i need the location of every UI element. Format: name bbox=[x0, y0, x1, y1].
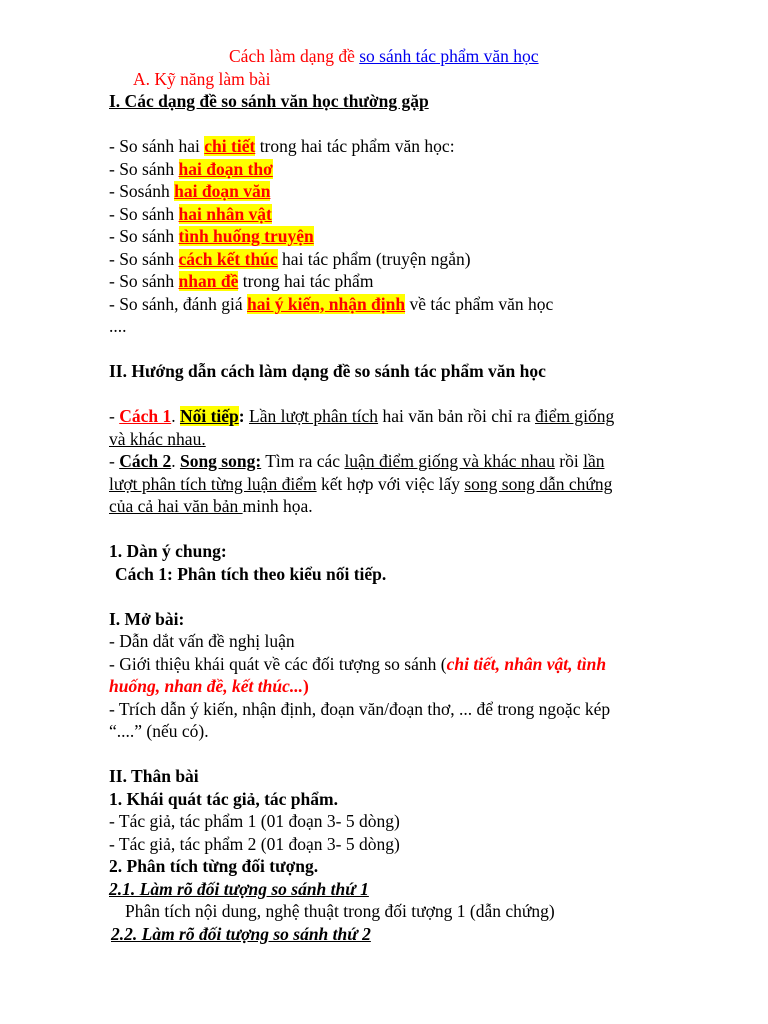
item-text: - Sosánh bbox=[109, 181, 175, 201]
way2-paragraph bbox=[109, 450, 714, 473]
dot: . bbox=[171, 451, 180, 471]
intro-line bbox=[109, 675, 714, 698]
spacer bbox=[109, 383, 714, 406]
item-highlight: tình huống truyện bbox=[178, 226, 314, 246]
underlined-text: lần bbox=[583, 451, 605, 471]
item-text: trong hai tác phẩm văn học: bbox=[255, 136, 455, 156]
outline-heading: 1. Dàn ý chung: bbox=[109, 541, 227, 561]
way2-label: Cách 2 bbox=[119, 451, 172, 471]
way2-name: Song song: bbox=[179, 451, 262, 471]
title-link[interactable]: so sánh tác phẩm văn học bbox=[359, 46, 539, 66]
section2-heading: II. Hướng dẫn cách làm dạng đề so sánh tác phẩm văn học bbox=[109, 361, 546, 381]
text: rồi bbox=[554, 451, 584, 471]
outline-way-text: : Phân tích theo kiểu nối tiếp. bbox=[167, 563, 387, 584]
title-prefix: Cách làm dạng đề bbox=[229, 46, 360, 66]
way1-name: Nối tiếp bbox=[179, 406, 239, 426]
dash: - bbox=[109, 451, 120, 471]
body-line: - Tác giả, tác phẩm 1 (01 đoạn 3- 5 dòng) bbox=[109, 811, 400, 831]
red-text: ) bbox=[303, 676, 309, 696]
section1-heading: I. Các dạng đề so sánh văn học thường gặp bbox=[109, 91, 429, 111]
intro-line bbox=[109, 653, 714, 676]
body-sub2: 2. Phân tích từng đối tượng. bbox=[109, 856, 319, 876]
way1-label: Cách 1 bbox=[119, 406, 172, 426]
spacer bbox=[109, 743, 714, 766]
underlined-text: điểm giống bbox=[535, 406, 615, 426]
way1-paragraph-cont bbox=[109, 428, 714, 451]
underlined-text: luận điểm giống và khác nhau bbox=[344, 451, 555, 471]
intro-heading: I. Mở bài: bbox=[109, 608, 185, 629]
body-sub21: 2.1. Làm rõ đối tượng so sánh thứ 1 bbox=[109, 878, 369, 899]
list-item bbox=[109, 180, 714, 203]
red-italic-text: chi tiết, nhân vật, tình bbox=[446, 653, 607, 674]
list-item bbox=[109, 203, 714, 226]
item-highlight: cách kết thúc bbox=[178, 248, 278, 269]
underlined-text: lượt phân tích từng luận điểm bbox=[109, 473, 317, 494]
way2-paragraph-cont bbox=[109, 495, 714, 518]
item-highlight: nhan đề bbox=[178, 271, 239, 291]
item-highlight: hai ý kiến, nhận định bbox=[247, 293, 406, 314]
list-item bbox=[109, 158, 714, 181]
spacer bbox=[109, 585, 714, 608]
item-text: - So sánh hai bbox=[109, 136, 205, 156]
item-text: hai tác phẩm (truyện ngắn) bbox=[277, 248, 471, 269]
body-heading: II. Thân bài bbox=[109, 766, 199, 786]
underlined-text: Lần lượt phân tích bbox=[249, 406, 379, 426]
item-text: trong hai tác phẩm bbox=[238, 271, 374, 291]
way1-paragraph bbox=[109, 405, 714, 428]
item-highlight: hai đoạn văn bbox=[174, 181, 271, 201]
text: Tìm ra các bbox=[261, 451, 345, 471]
underlined-text: song song dẫn chứng bbox=[464, 473, 613, 494]
item-text: - So sánh bbox=[109, 203, 179, 224]
outline-way bbox=[109, 563, 714, 586]
text: - Giới thiệu khái quát về các đối tượng so sánh ( bbox=[109, 653, 447, 674]
body-sub22: 2.2. Làm rõ đối tượng so sánh thứ 2 bbox=[111, 923, 371, 944]
item-highlight: hai nhân vật bbox=[178, 203, 272, 224]
body-sub22-wrap bbox=[109, 923, 714, 946]
underlined-text: và khác nhau. bbox=[109, 428, 206, 449]
underlined-text: của cả hai văn bản bbox=[109, 496, 243, 516]
outline-way-label: Cách 1 bbox=[115, 563, 168, 584]
list-item bbox=[109, 225, 714, 248]
intro-line: - Dẫn dắt vấn đề nghị luận bbox=[109, 631, 295, 651]
document-title bbox=[109, 45, 714, 68]
spacer bbox=[109, 518, 714, 541]
text: hai văn bản rồi chỉ ra bbox=[378, 406, 536, 426]
item-highlight: hai đoạn thơ bbox=[178, 158, 273, 179]
item-text: - So sánh bbox=[109, 271, 179, 291]
list-ellipsis: .... bbox=[109, 316, 127, 336]
item-text: về tác phẩm văn học bbox=[405, 293, 554, 314]
list-item bbox=[109, 248, 714, 271]
red-italic-text: huống, nhan đề, kết thúc... bbox=[109, 676, 304, 696]
document-body bbox=[109, 45, 714, 945]
item-text: - So sánh bbox=[109, 158, 179, 179]
way2-paragraph-cont bbox=[109, 473, 714, 496]
item-text: - So sánh bbox=[109, 248, 179, 269]
item-highlight: chi tiết bbox=[204, 136, 256, 156]
item-text: - So sánh bbox=[109, 226, 179, 246]
item-text: - So sánh, đánh giá bbox=[109, 293, 248, 314]
colon: : bbox=[238, 406, 245, 426]
body-line: Phân tích nội dung, nghệ thuật trong đối tượng 1 (dẫn chứng) bbox=[125, 901, 555, 921]
list-item bbox=[109, 293, 714, 316]
body-sub1: 1. Khái quát tác giả, tác phẩm. bbox=[109, 788, 338, 809]
text: minh họa. bbox=[242, 496, 313, 516]
dot: . bbox=[171, 406, 180, 426]
text: kết hợp với việc lấy bbox=[316, 473, 465, 494]
body-line: - Tác giả, tác phẩm 2 (01 đoạn 3- 5 dòng) bbox=[109, 833, 400, 854]
intro-line: - Trích dẫn ý kiến, nhận định, đoạn văn/đoạn thơ, ... để trong ngoặc kép bbox=[109, 698, 611, 719]
list-item bbox=[109, 135, 714, 158]
list-item bbox=[109, 270, 714, 293]
subtitle: A. Kỹ năng làm bài bbox=[133, 68, 271, 89]
intro-line: “....” (nếu có). bbox=[109, 721, 209, 741]
spacer bbox=[109, 113, 714, 136]
spacer bbox=[109, 338, 714, 361]
dash: - bbox=[109, 406, 120, 426]
